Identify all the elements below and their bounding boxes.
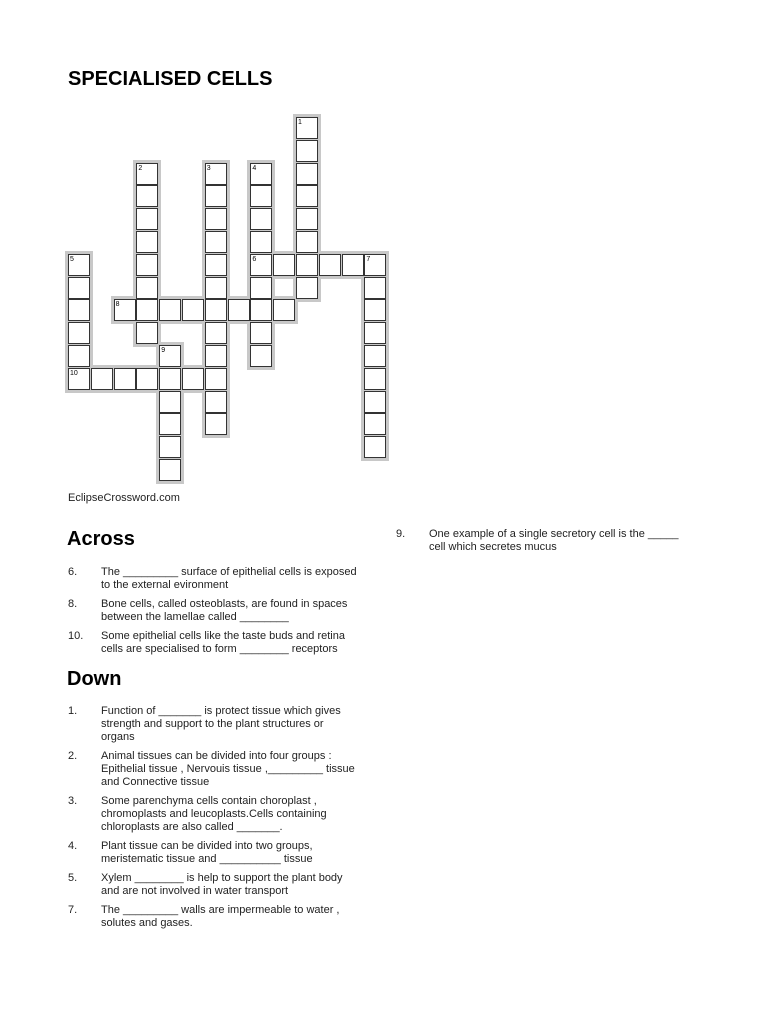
grid-cell[interactable] bbox=[182, 299, 204, 321]
grid-cell[interactable] bbox=[159, 413, 181, 435]
crossword-grid bbox=[0, 0, 768, 500]
grid-cell[interactable] bbox=[364, 345, 386, 367]
grid-cell[interactable] bbox=[205, 391, 227, 413]
grid-cell[interactable] bbox=[250, 185, 272, 207]
grid-cell[interactable] bbox=[136, 208, 158, 230]
grid-cell[interactable] bbox=[205, 299, 227, 321]
grid-cell[interactable] bbox=[136, 254, 158, 276]
grid-cell[interactable] bbox=[250, 208, 272, 230]
grid-cell[interactable] bbox=[250, 322, 272, 344]
grid-cell[interactable] bbox=[296, 185, 318, 207]
grid-cell[interactable] bbox=[296, 163, 318, 185]
grid-cell[interactable] bbox=[136, 299, 158, 321]
grid-number: 7 bbox=[366, 255, 371, 263]
grid-number: 8 bbox=[115, 301, 120, 309]
grid-number: 1 bbox=[298, 119, 302, 126]
grid-cell[interactable] bbox=[68, 277, 90, 299]
grid-cell[interactable] bbox=[296, 277, 318, 299]
grid-cell[interactable] bbox=[68, 322, 90, 344]
grid-cell[interactable] bbox=[136, 277, 158, 299]
across-continued-clue-list bbox=[396, 528, 687, 560]
grid-cell[interactable] bbox=[250, 345, 272, 367]
grid-cell[interactable] bbox=[68, 345, 90, 367]
grid-cell[interactable] bbox=[205, 254, 227, 276]
grid-cell[interactable] bbox=[296, 208, 318, 230]
clue-across-9: 9. One example of a single secretory cell is the _____ cell which secretes mucus bbox=[396, 528, 679, 553]
grid-number: 10 bbox=[70, 369, 78, 377]
grid-number: 9 bbox=[161, 347, 166, 354]
grid-cell[interactable] bbox=[205, 277, 227, 299]
clue-across-6: 6. The _________ surface of epithelial cells is exposed to the external evironment bbox=[68, 566, 357, 591]
grid-cell[interactable] bbox=[205, 322, 227, 344]
grid-cell[interactable] bbox=[364, 322, 386, 344]
clue-down-2: 2. Animal tissues can be divided into four groups : Epithelial tissue , Nervouis tissue ,_________ tissue and Connective tissue bbox=[68, 750, 355, 788]
grid-cell[interactable] bbox=[136, 322, 158, 344]
down-clue-list bbox=[68, 705, 359, 936]
grid-cell[interactable] bbox=[91, 368, 113, 390]
grid-cell[interactable] bbox=[364, 436, 386, 458]
grid-cell[interactable] bbox=[205, 185, 227, 207]
grid-cell[interactable] bbox=[159, 368, 181, 390]
clue-down-4: 4. Plant tissue can be divided into two groups, meristematic tissue and __________ tissue bbox=[68, 840, 313, 865]
grid-number: 5 bbox=[70, 255, 74, 263]
down-heading: Down bbox=[67, 668, 122, 690]
grid-cell[interactable] bbox=[364, 391, 386, 413]
grid-cell[interactable] bbox=[273, 299, 295, 321]
grid-cell[interactable] bbox=[182, 368, 204, 390]
grid-cell[interactable] bbox=[205, 345, 227, 367]
grid-cell[interactable] bbox=[159, 436, 181, 458]
clue-down-7: 7. The _________ walls are impermeable to water , solutes and gases. bbox=[68, 904, 340, 929]
grid-cell[interactable] bbox=[364, 368, 386, 390]
grid-cell[interactable] bbox=[205, 368, 227, 390]
grid-number: 3 bbox=[206, 164, 211, 172]
grid-cell[interactable] bbox=[228, 299, 250, 321]
across-heading: Across bbox=[67, 528, 135, 550]
clue-down-3: 3. Some parenchyma cells contain choroplast , chromoplasts and leucoplasts.Cells containing chloroplasts are also called _______. bbox=[68, 795, 327, 833]
credit-text: EclipseCrossword.com bbox=[68, 492, 180, 504]
grid-cell[interactable] bbox=[68, 299, 90, 321]
grid-cell[interactable] bbox=[136, 185, 158, 207]
grid-cell[interactable] bbox=[273, 254, 295, 276]
grid-cell[interactable] bbox=[114, 368, 136, 390]
across-clue-list bbox=[68, 566, 359, 662]
grid-number: 4 bbox=[252, 164, 257, 172]
grid-cell[interactable] bbox=[364, 277, 386, 299]
grid-cell[interactable] bbox=[205, 231, 227, 253]
grid-cell[interactable] bbox=[250, 299, 272, 321]
grid-cell[interactable] bbox=[250, 231, 272, 253]
grid-cell[interactable] bbox=[364, 299, 386, 321]
grid-cell[interactable] bbox=[159, 391, 181, 413]
grid-cell[interactable] bbox=[205, 208, 227, 230]
grid-cell[interactable] bbox=[159, 299, 181, 321]
page-title: SPECIALISED CELLS bbox=[68, 68, 273, 90]
grid-cell[interactable] bbox=[136, 368, 158, 390]
grid-cell[interactable] bbox=[250, 277, 272, 299]
grid-cell[interactable] bbox=[205, 413, 227, 435]
grid-number: 6 bbox=[252, 255, 257, 263]
grid-cell[interactable] bbox=[319, 254, 341, 276]
grid-cell[interactable] bbox=[136, 231, 158, 253]
grid-cell[interactable] bbox=[342, 254, 364, 276]
grid-cell[interactable] bbox=[296, 140, 318, 162]
clue-down-1: 1. Function of _______ is protect tissue which gives strength and support to the plant structures or organs bbox=[68, 705, 341, 743]
clue-down-5: 5. Xylem ________ is help to support the plant body and are not involved in water transport bbox=[68, 872, 343, 897]
grid-cell[interactable] bbox=[296, 231, 318, 253]
grid-cell[interactable] bbox=[364, 413, 386, 435]
clue-across-10: 10. Some epithelial cells like the taste buds and retina cells are specialised to form ________ receptors bbox=[68, 630, 345, 655]
grid-number: 2 bbox=[138, 164, 143, 172]
grid-cell[interactable] bbox=[159, 459, 181, 481]
grid-cell[interactable] bbox=[296, 254, 318, 276]
clue-across-8: 8. Bone cells, called osteoblasts, are found in spaces between the lamellae called ________ bbox=[68, 598, 348, 623]
